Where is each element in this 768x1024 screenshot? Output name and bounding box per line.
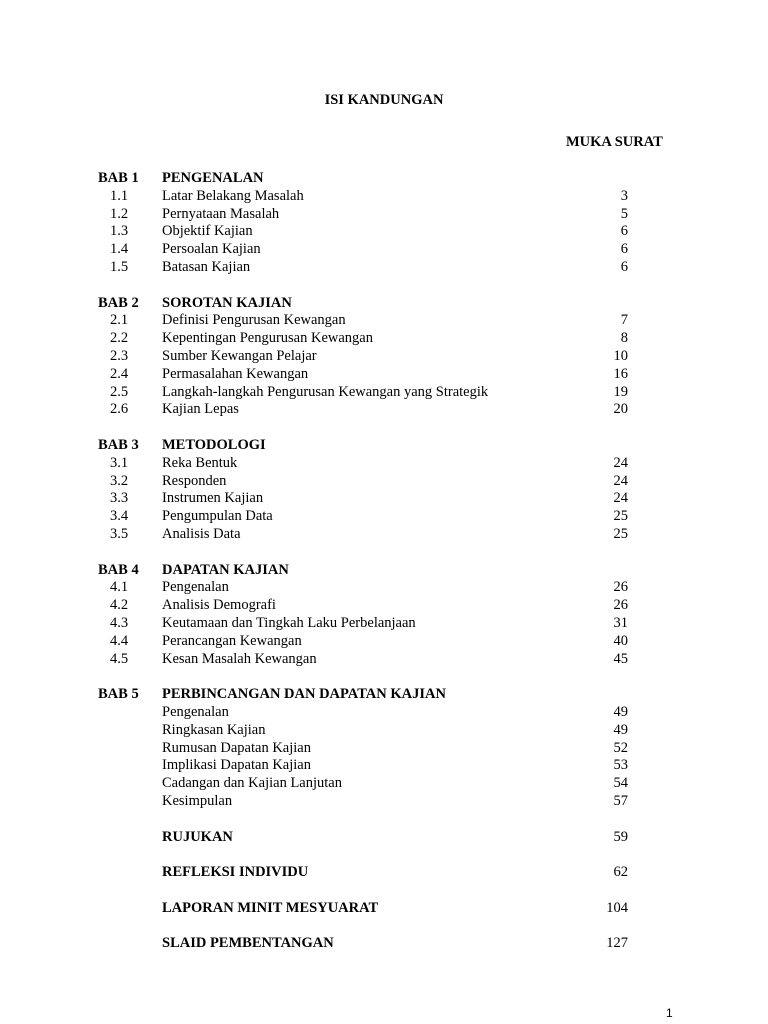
toc-entry[interactable] — [0, 454, 768, 472]
entry-page-number: 24 — [613, 454, 628, 471]
entry-number: 2.1 — [110, 312, 129, 329]
extra-title: REFLEKSI INDIVIDU — [162, 864, 309, 881]
entry-page-number: 54 — [613, 775, 628, 792]
footer-page-number: 1 — [666, 1006, 673, 1020]
entry-title: Kajian Lepas — [162, 401, 239, 418]
extra-page-number: 127 — [606, 935, 628, 952]
toc-entry[interactable] — [0, 739, 768, 757]
entry-page-number: 49 — [613, 721, 628, 738]
toc-entry[interactable] — [0, 703, 768, 721]
chapter-title: PENGENALAN — [162, 170, 264, 186]
entry-title: Cadangan dan Kajian Lanjutan — [162, 775, 342, 792]
entry-title: Latar Belakang Masalah — [162, 187, 304, 204]
toc-extra-entry[interactable] — [0, 863, 768, 881]
toc-entry[interactable] — [0, 222, 768, 240]
toc-entry[interactable] — [0, 774, 768, 792]
toc-chapter-heading — [0, 294, 768, 312]
toc-entry[interactable] — [0, 240, 768, 258]
extra-title: RUJUKAN — [162, 828, 233, 845]
entry-title: Pengumpulan Data — [162, 508, 273, 525]
toc-entry[interactable] — [0, 650, 768, 668]
entry-title: Batasan Kajian — [162, 259, 251, 275]
entry-page-number: 6 — [620, 259, 628, 275]
entry-title: Persoalan Kajian — [162, 241, 261, 258]
entry-number: 4.1 — [110, 579, 129, 596]
entry-title: Kesan Masalah Kewangan — [162, 650, 317, 667]
entry-number: 3.4 — [110, 508, 129, 525]
toc-chapter-heading — [0, 436, 768, 454]
entry-number: 1.5 — [110, 259, 129, 275]
chapter-title: METODOLOGI — [162, 437, 266, 453]
entry-number: 4.4 — [110, 632, 129, 649]
toc-entry[interactable] — [0, 329, 768, 347]
entry-page-number: 45 — [613, 650, 628, 667]
entry-number: 4.3 — [110, 615, 129, 631]
entry-page-number: 19 — [613, 383, 628, 400]
entry-page-number: 24 — [613, 472, 628, 489]
toc-extra-entry[interactable] — [0, 899, 768, 917]
toc-entry[interactable] — [0, 347, 768, 365]
toc-entry[interactable] — [0, 400, 768, 418]
entry-title: Keutamaan dan Tingkah Laku Perbelanjaan — [162, 615, 416, 631]
extra-page-number: 104 — [606, 899, 628, 916]
toc-entry[interactable] — [0, 578, 768, 596]
entry-number: 3.2 — [110, 472, 129, 489]
entry-number: 4.5 — [110, 650, 129, 667]
entry-page-number: 57 — [613, 793, 628, 809]
entry-page-number: 6 — [620, 241, 628, 258]
entry-title: Analisis Data — [162, 526, 241, 542]
entry-number: 3.1 — [110, 454, 129, 471]
entry-title: Rumusan Dapatan Kajian — [162, 739, 311, 756]
chapter-title: PERBINCANGAN DAN DAPATAN KAJIAN — [162, 686, 446, 703]
entry-title: Pengenalan — [162, 579, 229, 596]
entry-title: Ringkasan Kajian — [162, 721, 266, 738]
entry-page-number: 24 — [613, 490, 628, 507]
entry-title: Kesimpulan — [162, 793, 233, 809]
entry-title: Implikasi Dapatan Kajian — [162, 757, 311, 774]
chapter-number: BAB 2 — [98, 294, 139, 311]
entry-title: Instrumen Kajian — [162, 490, 264, 507]
entry-page-number: 52 — [613, 739, 628, 756]
entry-title: Pernyataan Masalah — [162, 205, 280, 222]
entry-title: Reka Bentuk — [162, 454, 238, 471]
chapter-number: BAB 4 — [98, 561, 139, 578]
toc-entry[interactable] — [0, 525, 768, 543]
entry-number: 2.4 — [110, 365, 129, 382]
entry-number: 1.3 — [110, 223, 129, 240]
toc-entry[interactable] — [0, 632, 768, 650]
entry-number: 1.2 — [110, 205, 129, 222]
extra-title: SLAID PEMBENTANGAN — [162, 935, 334, 952]
toc-entry[interactable] — [0, 792, 768, 810]
entry-number: 4.2 — [110, 597, 129, 614]
toc-entry[interactable] — [0, 596, 768, 614]
entry-page-number: 6 — [620, 223, 628, 240]
entry-page-number: 25 — [613, 508, 628, 525]
entry-page-number: 8 — [620, 330, 628, 347]
toc-entry[interactable] — [0, 311, 768, 329]
entry-page-number: 31 — [613, 615, 628, 631]
chapter-number: BAB 5 — [98, 686, 139, 703]
entry-page-number: 5 — [620, 205, 628, 222]
entry-number: 1.1 — [110, 187, 129, 204]
entry-number: 3.3 — [110, 490, 129, 507]
toc-entry[interactable] — [0, 472, 768, 490]
toc-entry[interactable] — [0, 489, 768, 507]
toc-extra-entry[interactable] — [0, 828, 768, 846]
entry-page-number: 49 — [613, 704, 628, 720]
toc-entry[interactable] — [0, 383, 768, 401]
entry-title: Perancangan Kewangan — [162, 632, 302, 649]
entry-page-number: 26 — [613, 597, 628, 614]
entry-number: 2.5 — [110, 383, 129, 400]
entry-number: 2.3 — [110, 348, 129, 364]
entry-number: 2.2 — [110, 330, 129, 347]
entry-title: Analisis Demografi — [162, 597, 276, 614]
chapter-title: SOROTAN KAJIAN — [162, 294, 292, 311]
extra-page-number: 59 — [613, 828, 628, 845]
entry-page-number: 3 — [620, 187, 628, 204]
page-column-header: MUKA SURAT — [566, 134, 663, 150]
entry-title: Objektif Kajian — [162, 223, 253, 240]
entry-title: Langkah-langkah Pengurusan Kewangan yang Strategik — [162, 383, 489, 400]
toc-entry[interactable] — [0, 258, 768, 276]
toc-chapter-heading — [0, 685, 768, 703]
chapter-number: BAB 3 — [98, 437, 139, 453]
entry-title: Pengenalan — [162, 704, 229, 720]
toc-entry[interactable] — [0, 614, 768, 632]
toc-entry[interactable] — [0, 187, 768, 205]
entry-page-number: 40 — [613, 632, 628, 649]
toc-entry[interactable] — [0, 507, 768, 525]
entry-number: 3.5 — [110, 526, 129, 542]
entry-title: Responden — [162, 472, 227, 489]
entry-title: Permasalahan Kewangan — [162, 365, 309, 382]
toc-entry[interactable] — [0, 721, 768, 739]
chapter-number: BAB 1 — [98, 170, 139, 186]
entry-page-number: 10 — [613, 348, 628, 364]
entry-title: Definisi Pengurusan Kewangan — [162, 312, 346, 329]
toc-entry[interactable] — [0, 365, 768, 383]
entry-number: 1.4 — [110, 241, 129, 258]
entry-title: Sumber Kewangan Pelajar — [162, 348, 317, 364]
entry-page-number: 26 — [613, 579, 628, 596]
entry-title: Kepentingan Pengurusan Kewangan — [162, 330, 373, 347]
entry-page-number: 16 — [613, 365, 628, 382]
chapter-title: DAPATAN KAJIAN — [162, 561, 289, 578]
entry-page-number: 25 — [613, 526, 628, 542]
entry-page-number: 53 — [613, 757, 628, 774]
entry-number: 2.6 — [110, 401, 129, 418]
extra-title: LAPORAN MINIT MESYUARAT — [162, 899, 379, 916]
entry-page-number: 7 — [620, 312, 628, 329]
entry-page-number: 20 — [613, 401, 628, 418]
toc-entry[interactable] — [0, 205, 768, 223]
toc-chapter-heading — [0, 561, 768, 579]
toc-chapter-heading — [0, 169, 768, 187]
extra-page-number: 62 — [613, 864, 628, 881]
toc-extra-entry[interactable] — [0, 934, 768, 952]
toc-entry[interactable] — [0, 756, 768, 774]
page-title: ISI KANDUNGAN — [324, 92, 444, 108]
